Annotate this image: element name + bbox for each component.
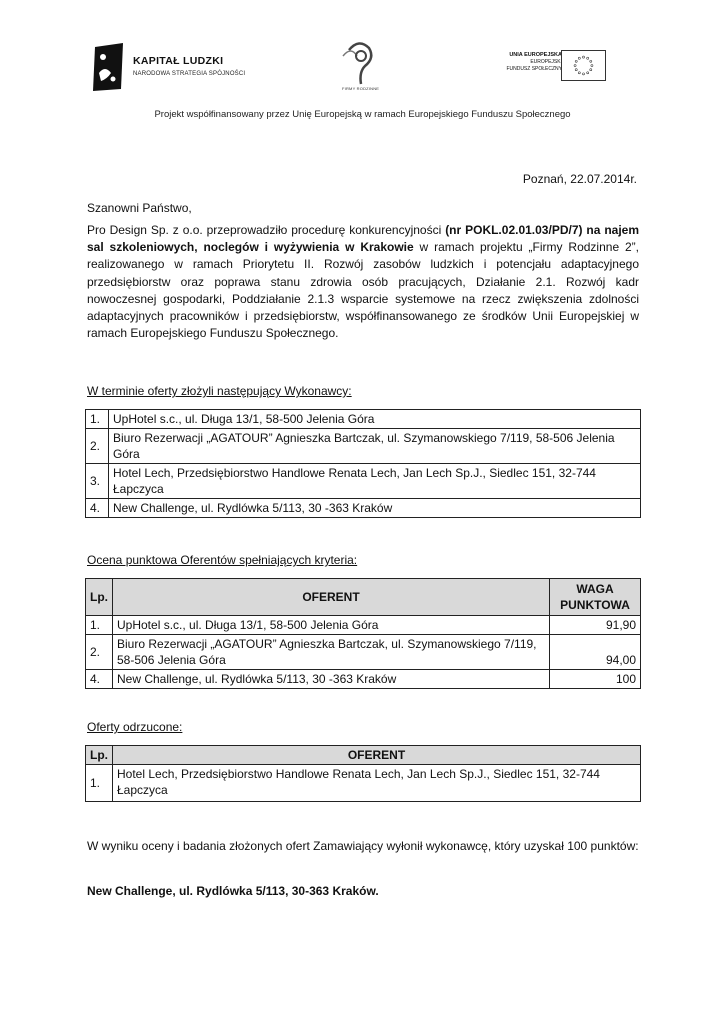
scores-heading: Ocena punktowa Oferentów spełniających kryteria:: [87, 553, 358, 567]
row-number: 1.: [86, 616, 113, 635]
eu-star: [578, 72, 580, 74]
para-part-1: Pro Design Sp. z o.o. przeprowadziło procedurę konkurencyjności: [87, 223, 446, 237]
eu-star: [578, 57, 580, 59]
letter-paragraph: [87, 222, 639, 342]
kapital-ludzki-logo: [93, 43, 253, 91]
ue-line-1: UNIA EUROPEJSKA: [509, 52, 562, 58]
eu-flag-icon: [561, 50, 606, 81]
table-header-row: [86, 746, 641, 765]
row-offerer: UpHotel s.c., ul. Długa 13/1, 58-500 Jelenia Góra: [113, 616, 550, 635]
row-score: 91,90: [550, 616, 641, 635]
para-bold-procedure: (nr POKL.02.01.03/PD/7) na najem sal szkoleniowych, noclegów i wyżywienia w Krakowie: [87, 223, 640, 255]
ue-line-2: EUROPEJSKI: [530, 59, 562, 65]
table-row: [86, 499, 641, 518]
scores-table: [85, 578, 641, 689]
ue-line-3: FUNDUSZ SPOŁECZNY: [506, 66, 562, 72]
rejected-heading: Oferty odrzucone:: [87, 720, 183, 734]
col-waga: WAGA PUNKTOWA: [550, 579, 641, 616]
col-lp: Lp.: [86, 579, 113, 616]
table-row: [86, 635, 641, 670]
table-row: [86, 429, 641, 464]
eu-star: [575, 60, 577, 62]
kapital-ludzki-subtitle: NARODOWA STRATEGIA SPÓJNOŚCI: [133, 71, 246, 77]
table-row: [86, 410, 641, 429]
col-oferent: OFERENT: [113, 746, 641, 765]
row-offerer: New Challenge, ul. Rydlówka 5/113, 30 -363 Kraków: [113, 670, 550, 689]
row-number: 3.: [86, 464, 109, 499]
table-row: [86, 464, 641, 499]
eu-star: [575, 69, 577, 71]
project-cofinancing-line: Projekt współfinansowany przez Unię Europejską w ramach Europejskiego Funduszu Społecznego: [154, 109, 571, 120]
eu-star: [590, 60, 592, 62]
offers-table: [85, 409, 641, 518]
row-offerer: New Challenge, ul. Rydlówka 5/113, 30 -363 Kraków: [109, 499, 641, 518]
eu-star: [587, 57, 589, 59]
eu-star: [582, 73, 584, 75]
row-number: 1.: [86, 765, 113, 802]
row-number: 1.: [86, 410, 109, 429]
eu-star: [587, 72, 589, 74]
eu-star: [590, 69, 592, 71]
letter-date: Poznań, 22.07.2014r.: [522, 172, 637, 186]
row-offerer: Biuro Rezerwacji „AGATOUR” Agnieszka Bartczak, ul. Szymanowskiego 7/119, 58-506 Jelenia Góra: [109, 429, 641, 464]
row-score: 100: [550, 670, 641, 689]
row-offerer: Hotel Lech, Przedsiębiorstwo Handlowe Renata Lech, Jan Lech Sp.J., Siedlec 151, 32-744 Łapczyca: [109, 464, 641, 499]
row-number: 4.: [86, 670, 113, 689]
eu-star: [582, 56, 584, 58]
row-number: 2.: [86, 429, 109, 464]
row-offerer: UpHotel s.c., ul. Długa 13/1, 58-500 Jelenia Góra: [109, 410, 641, 429]
table-row: [86, 670, 641, 689]
kapital-ludzki-title: KAPITAŁ LUDZKI: [133, 55, 224, 67]
rejected-table: [85, 745, 641, 802]
offers-heading: W terminie oferty złożyli następujący Wykonawcy:: [87, 384, 352, 398]
table-row: [86, 616, 641, 635]
table-header-row: [86, 579, 641, 616]
para-part-2: w ramach projektu „Firmy Rodzinne 2”, realizowanego w ramach Priorytetu II. Rozwój zasobów ludzkich i potencjału adaptacyjnego przedsiębiorstw oraz poprawa stanu zdrowia osób pracujących, Działanie 2.1. Rozwój kadr nowoczesnej gospodarki, Poddziałanie 2.1.3 wsparcie systemowe na rzecz zwiększenia zdolności adaptacyjnych pracowników i przedsiębiorstw, współfinansowanego ze środków Unii Europejskiej w ramach Europejskiego Funduszu Społecznego.: [87, 240, 639, 341]
row-offerer: Biuro Rezerwacji „AGATOUR” Agnieszka Bartczak, ul. Szymanowskiego 7/119, 58-506 Jelenia Góra: [113, 635, 550, 670]
conclusion-text: W wyniku oceny i badania złożonych ofert Zamawiający wyłonił wykonawcę, który uzyskał 100 punktów:: [87, 839, 639, 853]
row-offerer: Hotel Lech, Przedsiębiorstwo Handlowe Renata Lech, Jan Lech Sp.J., Siedlec 151, 32-744 Łapczyca: [113, 765, 641, 802]
row-score: 94,00: [550, 635, 641, 670]
eu-star: [574, 64, 576, 66]
winner-text: New Challenge, ul. Rydlówka 5/113, 30-363 Kraków.: [87, 884, 379, 898]
col-oferent: OFERENT: [113, 579, 550, 616]
col-lp: Lp.: [86, 746, 113, 765]
letter-greeting: Szanowni Państwo,: [87, 201, 192, 215]
eu-star: [591, 64, 593, 66]
row-number: 4.: [86, 499, 109, 518]
ue-text-block: [470, 52, 562, 73]
firmy-rodzinne-logo-text: FIRMY RODZINNE: [342, 86, 380, 91]
table-row: [86, 765, 641, 802]
row-number: 2.: [86, 635, 113, 670]
